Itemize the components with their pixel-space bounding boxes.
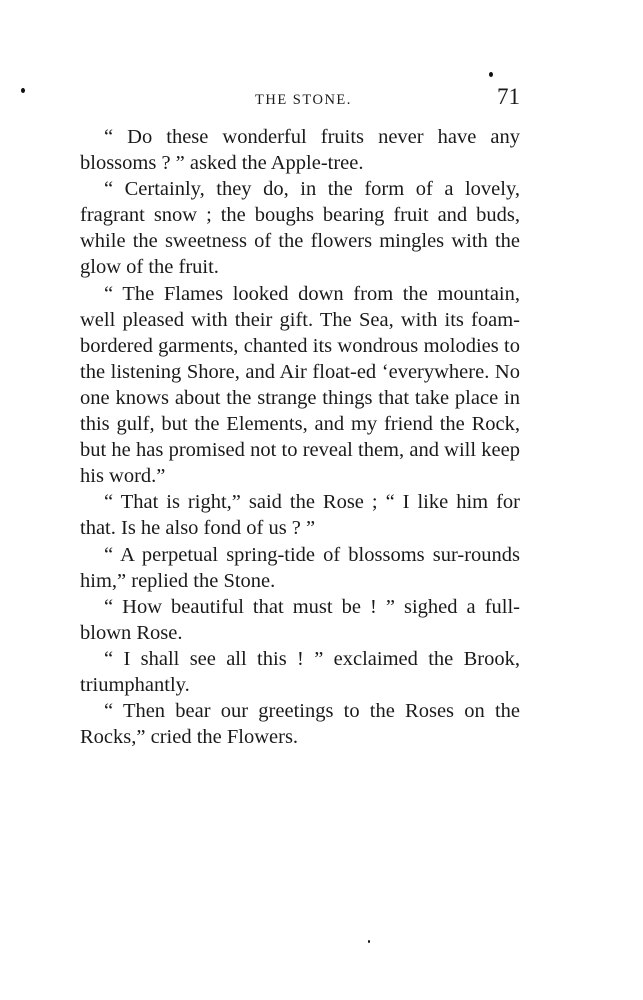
ink-speck (368, 940, 370, 943)
paragraph: “ I shall see all this ! ” exclaimed the Brook, triumphantly. (80, 647, 520, 696)
page-header (80, 84, 520, 120)
ink-speck (21, 88, 25, 93)
paragraph: “ That is right,” said the Rose ; “ I like him for that. Is he also fond of us ? ” (80, 491, 520, 540)
paragraph: “ Certainly, they do, in the form of a lovely, fragrant snow ; the boughs bearing fruit and buds, while the sweetness of the flowers mingles with the glow of the fruit. (80, 178, 520, 279)
page-number: 71 (497, 84, 520, 109)
paragraph: “ How beautiful that must be ! ” sighed a full-blown Rose. (80, 595, 520, 644)
paragraph: “ The Flames looked down from the mountain, well pleased with their gift. The Sea, with its foam-bordered garments, chanted its wondrous molodies to the listening Shore, and Air float-ed ‘everywhere. No one knows about the strange things that take place in this gulf, but the Elements, and my friend the Rock, but he has promised not to reveal them, and will keep his word.” (80, 282, 520, 488)
paragraph: “ A perpetual spring-tide of blossoms sur-rounds him,” replied the Stone. (80, 543, 520, 592)
paragraph: “ Do these wonderful fruits never have any blossoms ? ” asked the Apple-tree. (80, 126, 520, 175)
ink-speck (489, 72, 493, 77)
body-text (80, 124, 520, 750)
paragraph: “ Then bear our greetings to the Roses on the Rocks,” cried the Flowers. (80, 700, 520, 749)
running-title: THE STONE. (255, 92, 352, 108)
